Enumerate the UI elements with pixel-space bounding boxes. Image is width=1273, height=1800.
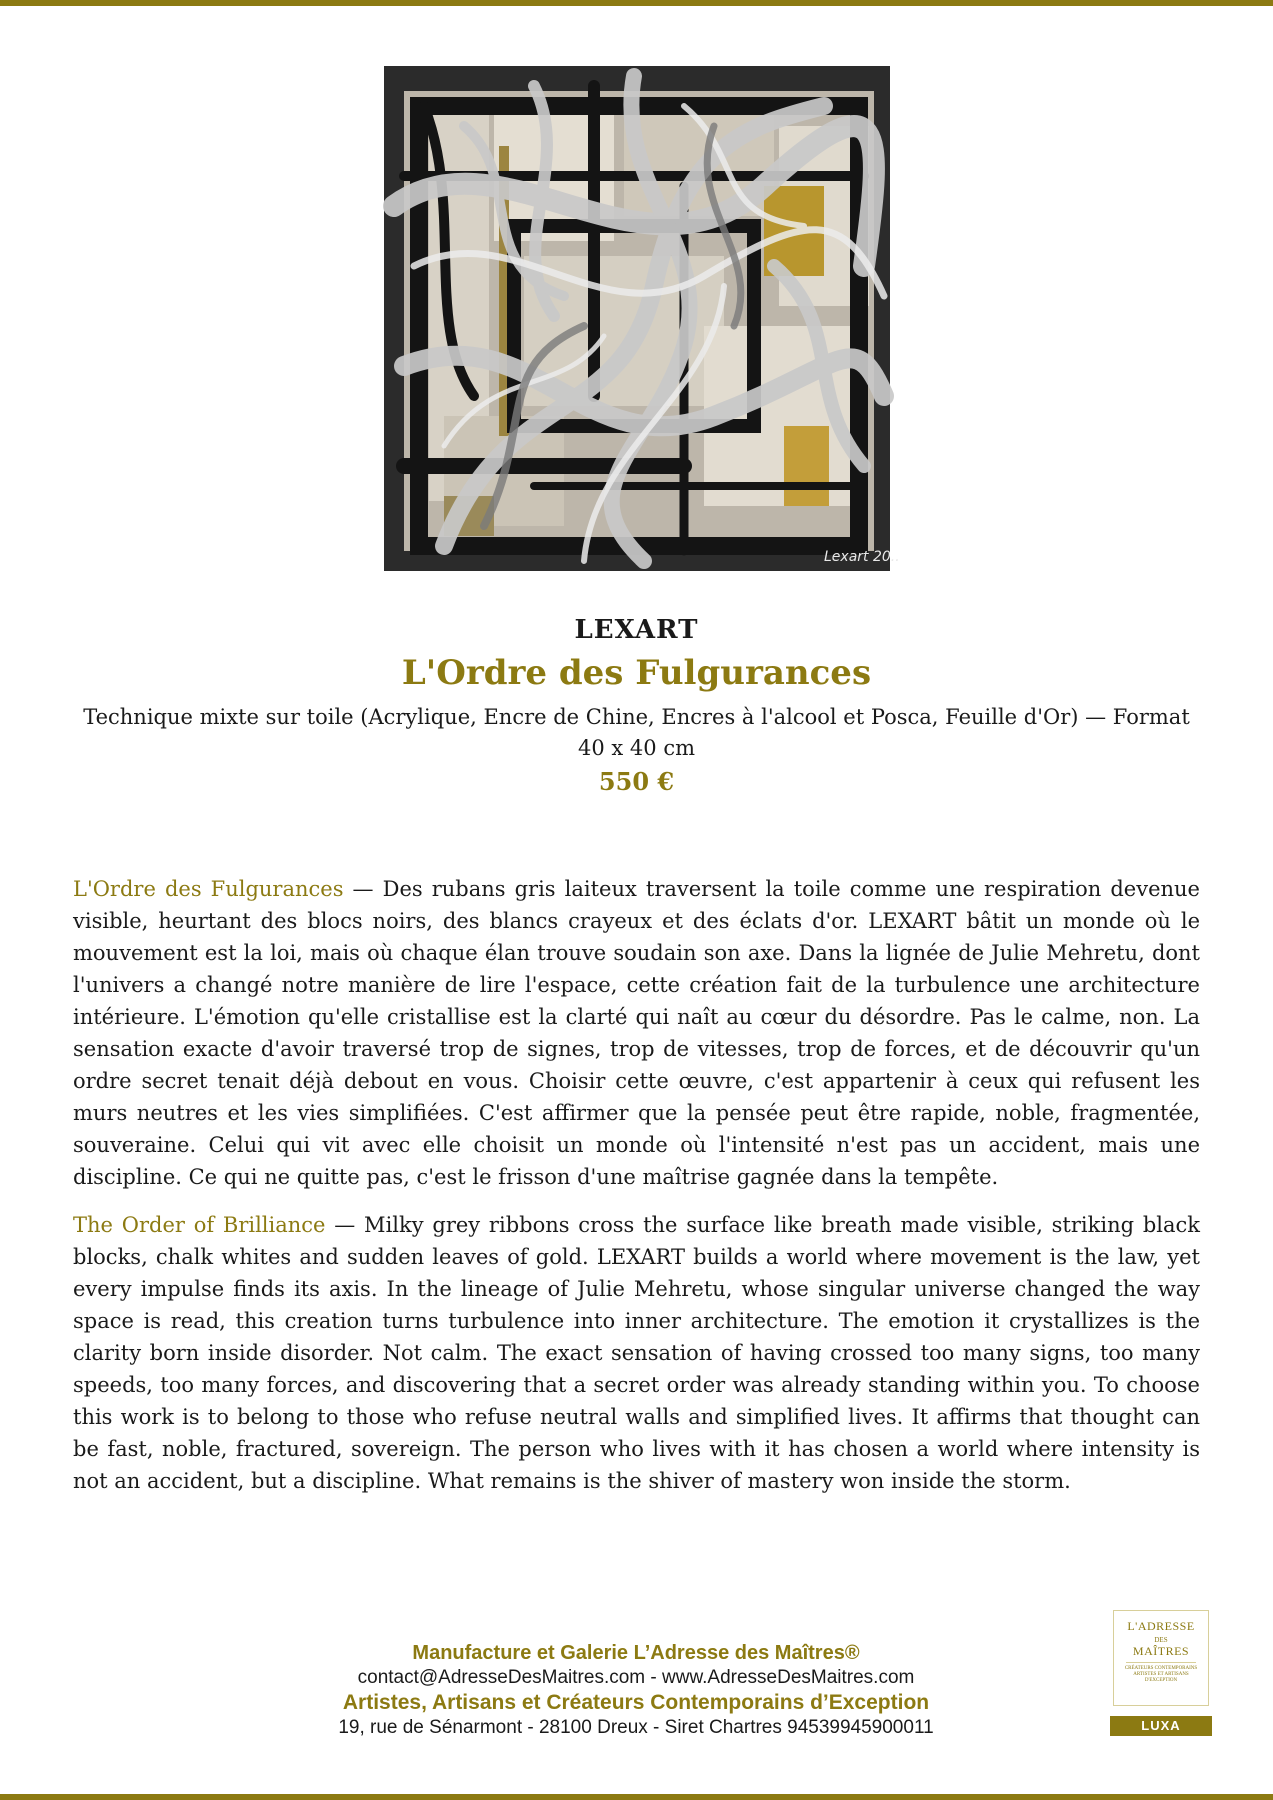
description-english <box>73 1209 1200 1497</box>
french-text: — Des rubans gris laiteux traversent la toile comme une respiration devenue visible, heurtant des blocs noirs, des blancs crayeux et des éclats d'or. LEXART bâtit un monde où le mouvement est la loi, mais où chaque élan trouve soudain son axe. Dans la lignée de Julie Mehretu, dont l'univers a changé notre manière de lire l'espace, cette création fait de la turbulence une architecture intérieure. L'émotion qu'elle cristallise est la clarté qui naît au cœur du désordre. Pas le calme, non. La sensation exacte d'avoir traversé trop de signes, trop de vitesses, trop de forces, et de découvrir qu'un ordre secret tenait déjà debout en vous. Choisir cette œuvre, c'est appartenir à ceux qui refusent les murs neutres et les vies simplifiées. C'est affirmer que la pensée peut être rapide, noble, fragmentée, souveraine. Celui qui vit avec elle choisit un monde où l'intensité n'est pas un accident, mais une discipline. Ce qui ne quitte pas, c'est le frisson d'une maîtrise gagnée dans la tempête. <box>73 877 1200 1189</box>
artwork-painting <box>384 66 900 571</box>
luxa-badge: LUXA <box>1110 1716 1212 1736</box>
artwork-image <box>384 66 900 571</box>
artwork-header <box>70 612 1203 798</box>
gallery-tagline: Artistes, Artisans et Créateurs Contemporains d’Exception <box>342 1691 930 1714</box>
description-french <box>73 873 1200 1193</box>
logo-line-3: MAÎTRES <box>1132 1644 1190 1658</box>
logo-line-2: DES <box>1154 1636 1168 1644</box>
artwork-description <box>73 873 1200 1513</box>
logo-line-1: L'ADRESSE <box>1127 1619 1195 1633</box>
french-title: L'Ordre des Fulgurances <box>73 877 344 901</box>
gallery-logo <box>1113 1610 1209 1706</box>
gallery-footer <box>300 1640 972 1740</box>
artwork-price: 550 € <box>598 767 675 796</box>
gallery-name: Manufacture et Galerie L’Adresse des Maîtres® <box>412 1642 860 1664</box>
logo-divider <box>1126 1662 1196 1663</box>
gallery-address: 19, rue de Sénarmont - 28100 Dreux - Siret Chartres 94539945900011 <box>338 1717 934 1738</box>
artist-signature: Lexart 20.. <box>824 549 900 565</box>
artist-name: LEXART <box>574 615 699 645</box>
english-text: — Milky grey ribbons cross the surface like breath made visible, striking black blocks, chalk whites and sudden leaves of gold. LEXART builds a world where movement is the law, yet every impulse finds its axis. In the lineage of Julie Mehretu, whose singular universe changed the way space is read, this creation turns turbulence into inner architecture. The emotion it crystallizes is the clarity born inside disorder. Not calm. The exact sensation of having crossed too many signs, too many speeds, too many forces, and discovering that a secret order was already standing within you. To choose this work is to belong to those who refuse neutral walls and simplified lives. It affirms that thought can be fast, noble, fractured, sovereign. The person who lives with it has chosen a world where intensity is not an accident, but a discipline. What remains is the shiver of mastery won inside the storm. <box>73 1213 1200 1493</box>
bottom-border <box>0 1794 1273 1800</box>
top-border <box>0 0 1273 6</box>
english-title: The Order of Brilliance <box>73 1213 326 1237</box>
artwork-title: L'Ordre des Fulgurances <box>401 653 872 693</box>
gallery-contact: contact@AdresseDesMaitres.com - www.AdresseDesMaitres.com <box>357 1667 915 1688</box>
logo-line-4: CRÉATEURS CONTEMPORAINS ARTISTES ET ARTISANS D'EXCEPTION <box>1124 1666 1198 1683</box>
artwork-technique: Technique mixte sur toile (Acrylique, Encre de Chine, Encres à l'alcool et Posca, Feuille d'Or) — Format 40 x 40 cm <box>83 705 1190 760</box>
